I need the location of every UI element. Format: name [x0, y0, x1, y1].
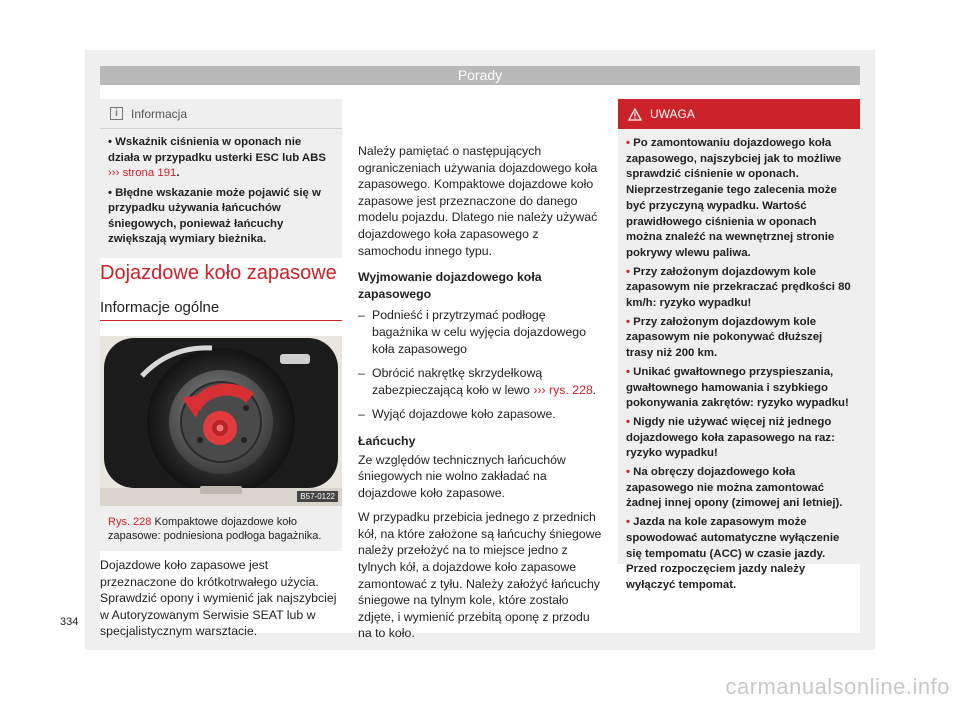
figure-number: Rys. 228: [108, 516, 152, 528]
body-paragraph: Należy pamiętać o następujących ograniczeniach używania dojazdowego koła zapasowego. Kompaktowe dojazdowe koło zapasowe jest przeznaczone do danego modelu pojazdu. Dlatego nie należy używać dojazdowego koła zapasowego z samochodu innego typu.: [358, 144, 598, 258]
warning-item: • Unikać gwałtownego przyspieszania, gwałtownego hamowania i szybkiego pokonywania zakrętów: ryzyko wypadku!: [626, 365, 849, 410]
warning-triangle-icon: [628, 108, 642, 121]
warning-title: UWAGA: [650, 107, 695, 121]
subheading-chains: Łańcuchy: [358, 433, 416, 448]
column-left: [100, 85, 342, 639]
section-title: Dojazdowe koło zapasowe: [100, 262, 337, 284]
info-box: [100, 99, 342, 258]
info-header: [100, 99, 342, 129]
page-number: 334: [60, 616, 79, 628]
section-subtitle: Informacje ogólne: [100, 299, 220, 316]
warning-item: • Przy założonym dojazdowym kole zapasowym nie pokonywać dłuższej trasy niż 200 km.: [626, 315, 823, 360]
body-paragraph: Dojazdowe koło zapasowe jest przeznaczone do krótkotrwałego użycia. Sprawdzić opony i wymienić jak najszybciej w Autoryzowanym Serwisie SEAT lub w specjalistycznym warsztacie.: [100, 558, 337, 639]
warning-item: • Jazda na kole zapasowym może spowodować automatyczne wyłączenie się tempomatu (ACC) w czasie jazdy. Przed rozpoczęciem jazdy należy wyłączyć tempomat.: [626, 516, 840, 591]
warning-item: • Na obręczy dojazdowego koła zapasowego nie można zamontować żadnej innej opony (zimowej ani letniej).: [626, 466, 843, 510]
body-paragraph: W przypadku przebicia jednego z przednich kół, na które założone są łańcuchy śniegowe należy przełożyć na to miejsce jedno z tylnych kół, a dojazdowe koło zapasowe zamontować z tyłu. Należy założyć łańcuchy śniegowe na tylnym kole, które zostało zdjęte, i wymienić przebitą oponę z przodu na to koło.: [358, 510, 602, 641]
page-header: Porady: [100, 66, 860, 85]
figure-caption-text: Kompaktowe dojazdowe koło zapasowe: podniesiona podłoga bagażnika.: [108, 516, 322, 542]
figure-code: B57-0122: [297, 491, 338, 502]
warning-box: [618, 99, 860, 591]
warning-body: [618, 129, 860, 594]
column-middle: [358, 99, 602, 642]
watermark: carmanualsonline.info: [725, 674, 950, 699]
info-icon: i: [110, 107, 123, 120]
info-item: • Wskaźnik ciśnienia w oponach nie działa w przypadku usterki ESC lub ABS ››› strona 191.: [108, 136, 326, 179]
subtitle-divider: [100, 320, 342, 321]
spare-wheel-figure: [100, 336, 342, 506]
figure-ref-link[interactable]: ››› rys. 228: [533, 382, 593, 397]
info-item: • Błędne wskazanie może pojawić się w przypadku używania łańcuchów śniegowych, ponieważ łańcuchy zwiększają wymiary bieżnika.: [108, 186, 321, 245]
warning-item: • Przy założonym dojazdowym kole zapasowym nie przekraczać prędkości 80 km/h: ryzyko wypadku!: [626, 265, 851, 310]
subheading-removal: Wyjmowanie dojazdowego koła zapasowego: [358, 270, 542, 301]
figure-caption: [100, 506, 342, 551]
warning-item: • Po zamontowaniu dojazdowego koła zapasowego, najszybciej jak to możliwe sprawdzić ciśnienie w oponach. Nieprzestrzeganie tego zalecenia może być przyczyną wypadku. Wartość prawidłowego ciśnienia w oponach można znaleźć na wewnętrznej stronie pokrywy wlewu paliwa.: [626, 137, 842, 259]
step-item: – Podnieść i przytrzymać podłogę bagażnika w celu wyjęcia dojazdowego koła zapasowego: [358, 308, 586, 356]
page-ref-link[interactable]: ››› strona 191: [108, 167, 177, 179]
warning-item: • Nigdy nie używać więcej niż jednego dojazdowego koła zapasowego na raz: ryzyko wypadku!: [626, 415, 835, 460]
step-item: – Wyjąć dojazdowe koło zapasowe.: [358, 407, 556, 422]
page-content: [100, 85, 860, 641]
info-title: Informacja: [131, 106, 188, 121]
spare-wheel-illustration: [100, 336, 342, 506]
step-item: – Obrócić nakrętkę skrzydełkową zabezpieczającą koło w lewo ››› rys. 228.: [358, 366, 597, 397]
body-paragraph: Ze względów technicznych łańcuchów śniegowych nie wolno zakładać na dojazdowe koło zapasowe.: [358, 452, 566, 500]
warning-header: [618, 99, 860, 129]
